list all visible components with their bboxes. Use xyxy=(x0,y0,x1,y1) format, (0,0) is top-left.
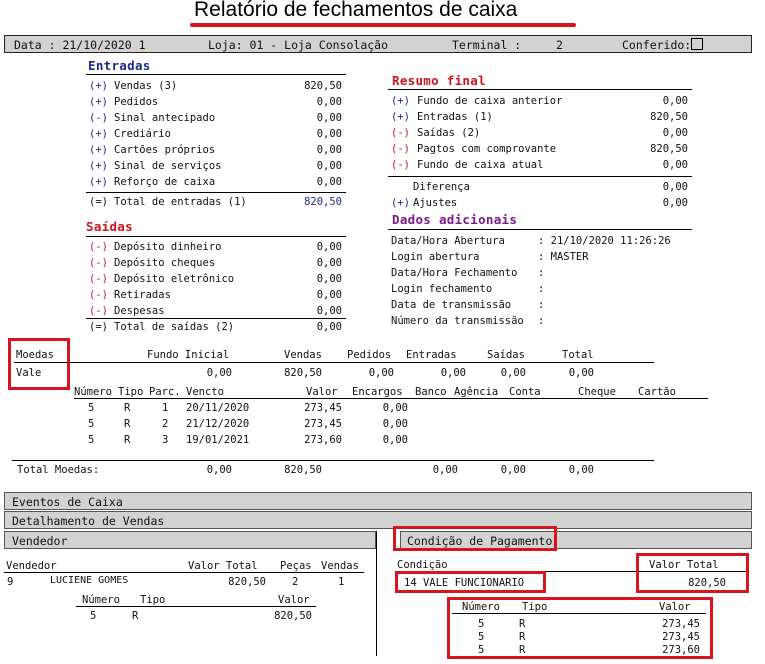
saidas-row-sign: (-) xyxy=(89,305,108,317)
vendedor-header-pecas: Peças xyxy=(280,560,312,572)
moedas-header-moedas: Moedas xyxy=(16,349,54,361)
entradas-row-value: 0,00 xyxy=(316,160,342,172)
dados-heading: Dados adicionais xyxy=(392,212,518,227)
entradas-row-sign: (+) xyxy=(89,176,108,188)
pagamento-section-label: Condição de Pagamento xyxy=(407,534,553,548)
moedas-detail-tipo: R xyxy=(124,402,131,414)
saidas-row-value: 0,00 xyxy=(316,289,342,301)
saidas-row-sign: (-) xyxy=(89,289,108,301)
saidas-row-value: 0,00 xyxy=(316,305,342,317)
moedas-detail-header: Conta xyxy=(509,386,541,398)
title-underline xyxy=(190,23,576,27)
moedas-detail-valor: 273,45 xyxy=(304,402,342,414)
resumo-row-value: 0,00 xyxy=(662,159,688,171)
entradas-row-label: Reforço de caixa xyxy=(114,176,216,188)
saidas-row-value: 0,00 xyxy=(316,257,342,269)
entradas-row-label: Cartões próprios xyxy=(114,144,216,156)
entradas-row-label: Crediário xyxy=(114,128,171,140)
resumo-row-sign: (-) xyxy=(391,143,410,155)
saidas-row-label: Despesas xyxy=(114,305,165,317)
moedas-detail-encargos: 0,00 xyxy=(382,402,408,414)
vendedor-sub-tipo: R xyxy=(132,610,139,622)
entradas-total-sign: (=) xyxy=(89,196,108,208)
resumo-ajustes-label: Ajustes xyxy=(413,197,458,209)
moedas-row-entradas: 0,00 xyxy=(440,367,466,379)
resumo-diff-rule xyxy=(388,176,692,177)
resumo-row-label: Fundo de caixa atual xyxy=(417,159,544,171)
vendedor-row-name: LUCIENE GOMES xyxy=(50,575,129,586)
moedas-detail-header: Encargos xyxy=(352,386,403,398)
moedas-header-fundo: Fundo Inicial xyxy=(147,349,230,361)
header-store: Loja: 01 - Loja Consolação xyxy=(208,38,389,52)
entradas-row-label: Pedidos xyxy=(114,96,159,108)
entradas-row-value: 820,50 xyxy=(304,80,342,92)
saidas-total-value: 0,00 xyxy=(316,321,342,333)
dados-row-value: : xyxy=(538,299,545,311)
resumo-row-value: 0,00 xyxy=(662,95,688,107)
moedas-header-total: Total xyxy=(562,349,594,361)
saidas-row-sign: (-) xyxy=(89,241,108,253)
resumo-row-label: Fundo de caixa anterior xyxy=(417,95,563,107)
moedas-detail-encargos: 0,00 xyxy=(382,434,408,446)
moedas-row-saidas: 0,00 xyxy=(500,367,526,379)
saidas-total-sign: (=) xyxy=(89,321,108,333)
vendedor-sub-header-valor: Valor xyxy=(278,594,310,606)
moedas-detail-parc: 2 xyxy=(162,418,169,430)
pagamento-section-highlight xyxy=(393,526,557,551)
vendedor-row-vendas: 1 xyxy=(338,576,345,588)
moedas-detail-vencto: 21/12/2020 xyxy=(186,418,250,430)
vendedor-sub-rule xyxy=(76,606,316,607)
header-date: Data : 21/10/2020 1 xyxy=(14,38,146,52)
saidas-row-label: Depósito cheques xyxy=(114,257,216,269)
moedas-total-vendas: 820,50 xyxy=(284,464,322,476)
entradas-row-sign: (+) xyxy=(89,144,108,156)
moedas-detail-numero: 5 xyxy=(88,434,95,446)
vendedor-header-valor: Valor Total xyxy=(188,560,258,572)
moedas-detail-header: Número xyxy=(74,386,112,398)
pagamento-sub-header-numero: Número xyxy=(462,601,500,613)
dados-row-label: Data/Hora Abertura xyxy=(391,235,505,247)
moedas-detail-header: Banco xyxy=(415,386,447,398)
saidas-row-label: Depósito eletrônico xyxy=(114,273,235,285)
resumo-ajustes-sign: (+) xyxy=(391,197,410,209)
saidas-heading: Saídas xyxy=(86,219,133,234)
page-title: Relatório de fechamentos de caixa xyxy=(194,0,518,21)
vendedor-row-pecas: 2 xyxy=(292,576,299,588)
dados-row-label: Número da transmissão xyxy=(391,315,524,327)
dados-row-label: Data de transmissão xyxy=(391,299,512,311)
moedas-detail-header: Valor xyxy=(306,386,338,398)
saidas-rule xyxy=(86,236,346,237)
entradas-heading: Entradas xyxy=(88,58,151,73)
conferido-label: Conferido: xyxy=(622,38,692,52)
saidas-row-sign: (-) xyxy=(89,273,108,285)
resumo-row-label: Entradas (1) xyxy=(417,111,493,123)
moedas-detail-parc: 1 xyxy=(162,402,169,414)
entradas-row-sign: (+) xyxy=(89,160,108,172)
pagamento-sub-highlight xyxy=(447,597,713,659)
entradas-total-value: 820,50 xyxy=(304,196,342,208)
pagamento-cond-label: Condição xyxy=(397,559,448,571)
dados-row-value: : xyxy=(538,283,545,295)
entradas-row-sign: (+) xyxy=(89,96,108,108)
dados-row-value: : 21/10/2020 11:26:26 xyxy=(538,235,671,247)
moedas-total-label: Total Moedas: xyxy=(17,464,100,476)
saidas-row-label: Retiradas xyxy=(114,289,171,301)
resumo-row-sign: (+) xyxy=(391,111,410,123)
pagamento-sub-numero: 5 xyxy=(478,631,485,643)
moedas-total-entradas: 0,00 xyxy=(432,464,458,476)
pagamento-sub-valor: 273,60 xyxy=(662,644,700,656)
moedas-detail-encargos: 0,00 xyxy=(382,418,408,430)
pagamento-sub-header-valor: Valor xyxy=(659,601,691,613)
pagamento-sub-valor: 273,45 xyxy=(662,631,700,643)
vendedor-section-label: Vendedor xyxy=(12,534,68,548)
entradas-row-label: Vendas (3) xyxy=(114,80,178,92)
resumo-diferenca-value: 0,00 xyxy=(662,181,688,193)
moedas-detail-valor: 273,60 xyxy=(304,434,342,446)
vendedor-rule xyxy=(4,572,364,573)
moedas-detail-numero: 5 xyxy=(88,418,95,430)
moedas-header-entradas: Entradas xyxy=(406,349,457,361)
vendedor-header-vendedor: Vendedor xyxy=(6,560,57,572)
vendedor-sub-header-tipo: Tipo xyxy=(140,594,166,606)
moedas-row-pedidos: 0,00 xyxy=(368,367,394,379)
pagamento-sub-numero: 5 xyxy=(478,644,485,656)
dados-row-label: Login fechamento xyxy=(391,283,493,295)
resumo-row-value: 0,00 xyxy=(662,127,688,139)
pagamento-sub-tipo: R xyxy=(519,631,526,643)
pagamento-sub-valor: 273,45 xyxy=(662,618,700,630)
moedas-detail-header: Tipo xyxy=(118,386,144,398)
resumo-ajustes-value: 0,00 xyxy=(662,197,688,209)
entradas-row-value: 0,00 xyxy=(316,176,342,188)
moedas-header-rule xyxy=(14,362,654,363)
column-divider xyxy=(376,531,377,656)
pagamento-valor-value: 820,50 xyxy=(688,577,726,589)
entradas-row-label: Sinal antecipado xyxy=(114,112,216,124)
moedas-detail-parc: 3 xyxy=(162,434,169,446)
vendedor-row-code: 9 xyxy=(7,576,14,588)
moedas-detail-valor: 273,45 xyxy=(304,418,342,430)
moedas-row-vendas: 820,50 xyxy=(284,367,322,379)
moedas-row-total: 0,00 xyxy=(568,367,594,379)
saidas-total-label: Total de saídas (2) xyxy=(114,321,235,333)
pagamento-valor-label: Valor Total xyxy=(649,559,719,571)
entradas-row-sign: (+) xyxy=(89,128,108,140)
dados-row-value: : xyxy=(538,315,545,327)
moedas-detail-header: Agência xyxy=(454,386,499,398)
pagamento-valor-highlight xyxy=(636,553,749,593)
resumo-row-sign: (-) xyxy=(391,127,410,139)
vendedor-header-vendas: Vendas xyxy=(321,560,359,572)
saidas-total-rule xyxy=(86,318,346,319)
moedas-total-fundo: 0,00 xyxy=(206,464,232,476)
header-conferido xyxy=(622,38,703,52)
moedas-detail-vencto: 20/11/2020 xyxy=(186,402,250,414)
dados-rule xyxy=(388,229,692,230)
dados-row-label: Login abertura xyxy=(391,251,480,263)
detalhamento-label: Detalhamento de Vendas xyxy=(12,514,165,528)
moedas-row-name: Vale xyxy=(16,367,42,379)
header-terminal-label: Terminal : xyxy=(452,38,522,52)
saidas-row-value: 0,00 xyxy=(316,273,342,285)
dados-row-value: : MASTER xyxy=(538,251,589,263)
pagamento-cond-highlight xyxy=(395,571,546,593)
resumo-heading: Resumo final xyxy=(392,73,486,88)
resumo-row-value: 820,50 xyxy=(650,143,688,155)
saidas-row-sign: (-) xyxy=(89,257,108,269)
dados-row-label: Data/Hora Fechamento xyxy=(391,267,518,279)
vendedor-row-valor: 820,50 xyxy=(228,576,266,588)
resumo-row-label: Saídas (2) xyxy=(417,127,481,139)
moedas-detail-header: Parc. xyxy=(149,386,181,398)
moedas-detail-vencto: 19/01/2021 xyxy=(186,434,250,446)
moedas-total-rule xyxy=(12,460,654,461)
vendedor-sub-numero: 5 xyxy=(90,610,97,622)
resumo-diferenca-label: Diferença xyxy=(413,181,470,193)
moedas-detail-tipo: R xyxy=(124,418,131,430)
moedas-total-total: 0,00 xyxy=(568,464,594,476)
entradas-row-sign: (+) xyxy=(89,80,108,92)
vendedor-sub-header-numero: Número xyxy=(82,594,120,606)
moedas-highlight xyxy=(8,338,70,390)
pagamento-sub-tipo: R xyxy=(519,618,526,630)
pagamento-sub-numero: 5 xyxy=(478,618,485,630)
entradas-row-sign: (-) xyxy=(89,112,108,124)
pagamento-cond-value: 14 VALE FUNCIONARIO xyxy=(404,577,525,589)
resumo-rule xyxy=(388,89,692,90)
entradas-rule xyxy=(86,74,346,75)
saidas-row-label: Depósito dinheiro xyxy=(114,241,222,253)
moedas-detail-rule xyxy=(74,398,708,399)
moedas-detail-tipo: R xyxy=(124,434,131,446)
saidas-row-value: 0,00 xyxy=(316,241,342,253)
pagamento-sub-header-tipo: Tipo xyxy=(522,601,548,613)
pagamento-sub-tipo: R xyxy=(519,644,526,656)
moedas-detail-header: Cartão xyxy=(638,386,676,398)
resumo-row-sign: (-) xyxy=(391,159,410,171)
header-terminal-value: 2 xyxy=(556,38,563,52)
resumo-row-sign: (+) xyxy=(391,95,410,107)
moedas-header-vendas: Vendas xyxy=(284,349,322,361)
moedas-header-saidas: Saídas xyxy=(487,349,525,361)
dados-row-value: : xyxy=(538,267,545,279)
moedas-detail-header: Cheque xyxy=(578,386,616,398)
moedas-detail-numero: 5 xyxy=(88,402,95,414)
moedas-detail-header: Vencto xyxy=(186,386,224,398)
eventos-label: Eventos de Caixa xyxy=(12,495,123,509)
entradas-total-rule xyxy=(86,192,346,193)
entradas-total-label: Total de entradas (1) xyxy=(114,196,247,208)
entradas-row-value: 0,00 xyxy=(316,128,342,140)
moedas-total-saidas: 0,00 xyxy=(500,464,526,476)
entradas-row-value: 0,00 xyxy=(316,112,342,124)
entradas-row-label: Sinal de serviços xyxy=(114,160,222,172)
vendedor-sub-valor: 820,50 xyxy=(274,610,312,622)
entradas-row-value: 0,00 xyxy=(316,144,342,156)
resumo-row-label: Pagtos com comprovante xyxy=(417,143,557,155)
entradas-row-value: 0,00 xyxy=(316,96,342,108)
moedas-row-fundo: 0,00 xyxy=(206,367,232,379)
resumo-row-value: 820,50 xyxy=(650,111,688,123)
conferido-checkbox[interactable] xyxy=(691,38,703,50)
moedas-header-pedidos: Pedidos xyxy=(347,349,392,361)
